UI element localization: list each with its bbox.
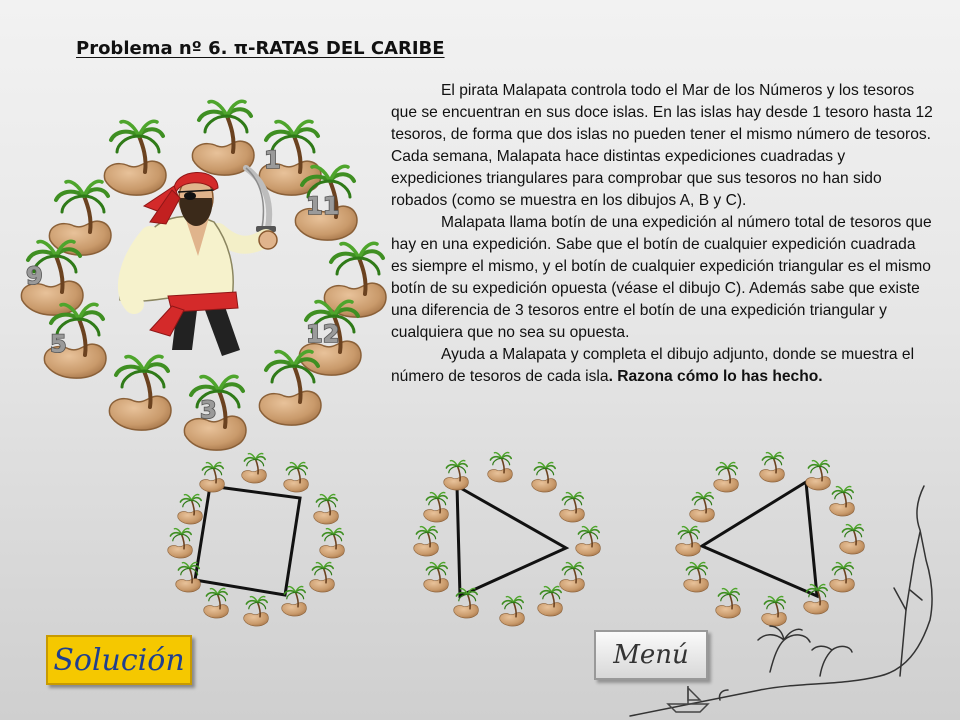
island-icon <box>560 563 585 593</box>
island-number: 1 <box>264 146 281 174</box>
island-icon <box>310 563 335 593</box>
island-icon <box>532 463 557 493</box>
island-icon <box>714 463 739 493</box>
island-icon <box>109 356 171 430</box>
solucion-button[interactable]: Solución <box>46 635 192 685</box>
island-icon <box>804 585 829 615</box>
island-icon <box>830 487 855 517</box>
island-icon <box>830 563 855 593</box>
island-icon <box>204 589 229 619</box>
island-icon <box>424 493 449 523</box>
island-icon <box>104 121 166 195</box>
island-icon <box>324 243 386 317</box>
island-icon <box>49 181 111 255</box>
island-icon <box>178 495 203 525</box>
island-icon <box>444 461 469 491</box>
island-icon <box>500 597 525 627</box>
island-icon <box>284 463 309 493</box>
island-icon <box>192 101 254 175</box>
island-icon <box>560 493 585 523</box>
drawing-c <box>676 453 865 627</box>
island-icon <box>762 597 787 627</box>
island-icon <box>488 453 513 483</box>
island-icon <box>716 589 741 619</box>
paragraph-2: Malapata llama botín de una expedición al número total de tesoros que hay en una expedición. Sabe que el botín de cualquier expedición cuadrada es siempre el mismo, y el botín de cualquier expedición triangular es el mismo botín de su expedición opuesta (véase el dibujo C). Además sabe que existe una diferencia de 3 tesoros entre el botín de una expedición triangular y cualquiera que no sea su opuesta. <box>391 214 932 341</box>
drawing-b <box>414 453 601 627</box>
island-icon <box>538 587 563 617</box>
island-icon <box>806 461 831 491</box>
island-icon <box>760 453 785 483</box>
page-title: Problema nº 6. π-RATAS DEL CARIBE <box>76 38 445 59</box>
island-icon <box>424 563 449 593</box>
island-icon <box>414 527 439 557</box>
menu-button[interactable]: Menú <box>594 630 708 680</box>
island-icon <box>242 454 267 484</box>
island-number: 12 <box>306 320 340 348</box>
island-number: 3 <box>200 396 217 424</box>
paragraph-3-text: Ayuda a Malapata y completa el dibujo adjunto, donde se muestra el número de tesoros de cada isla <box>391 346 915 385</box>
island-number: 11 <box>306 192 340 220</box>
island-icon <box>576 527 601 557</box>
island-icon <box>168 529 193 559</box>
island-icon <box>314 495 339 525</box>
island-icon <box>840 525 865 555</box>
island-icon <box>454 589 479 619</box>
island-icon <box>200 463 225 493</box>
island-icon <box>676 527 701 557</box>
ship-icon <box>668 686 708 712</box>
island-icon <box>320 529 345 559</box>
paragraph-3-emphasis: . Razona cómo lo has hecho. <box>608 368 823 385</box>
pirate-icon <box>120 168 277 356</box>
island-number: 9 <box>26 262 43 290</box>
island-icon <box>244 597 269 627</box>
paragraph-1: El pirata Malapata controla todo el Mar de los Números y los tesoros que se encuentran en sus doce islas. En las islas hay desde 1 tesoro hasta 12 tesoros, de forma que dos islas no pueden tener el mismo número de tesoros. Cada semana, Malapata hace distintas expediciones cuadradas y expediciones triangulares para comprobar que sus tesoros no han sido robados (como se muestra en los dibujos A, B y C). <box>391 82 933 209</box>
drawing-a <box>168 454 345 627</box>
island-icon <box>690 493 715 523</box>
coastline-icon <box>630 486 932 716</box>
island-number: 5 <box>50 330 67 358</box>
island-icon <box>684 563 709 593</box>
